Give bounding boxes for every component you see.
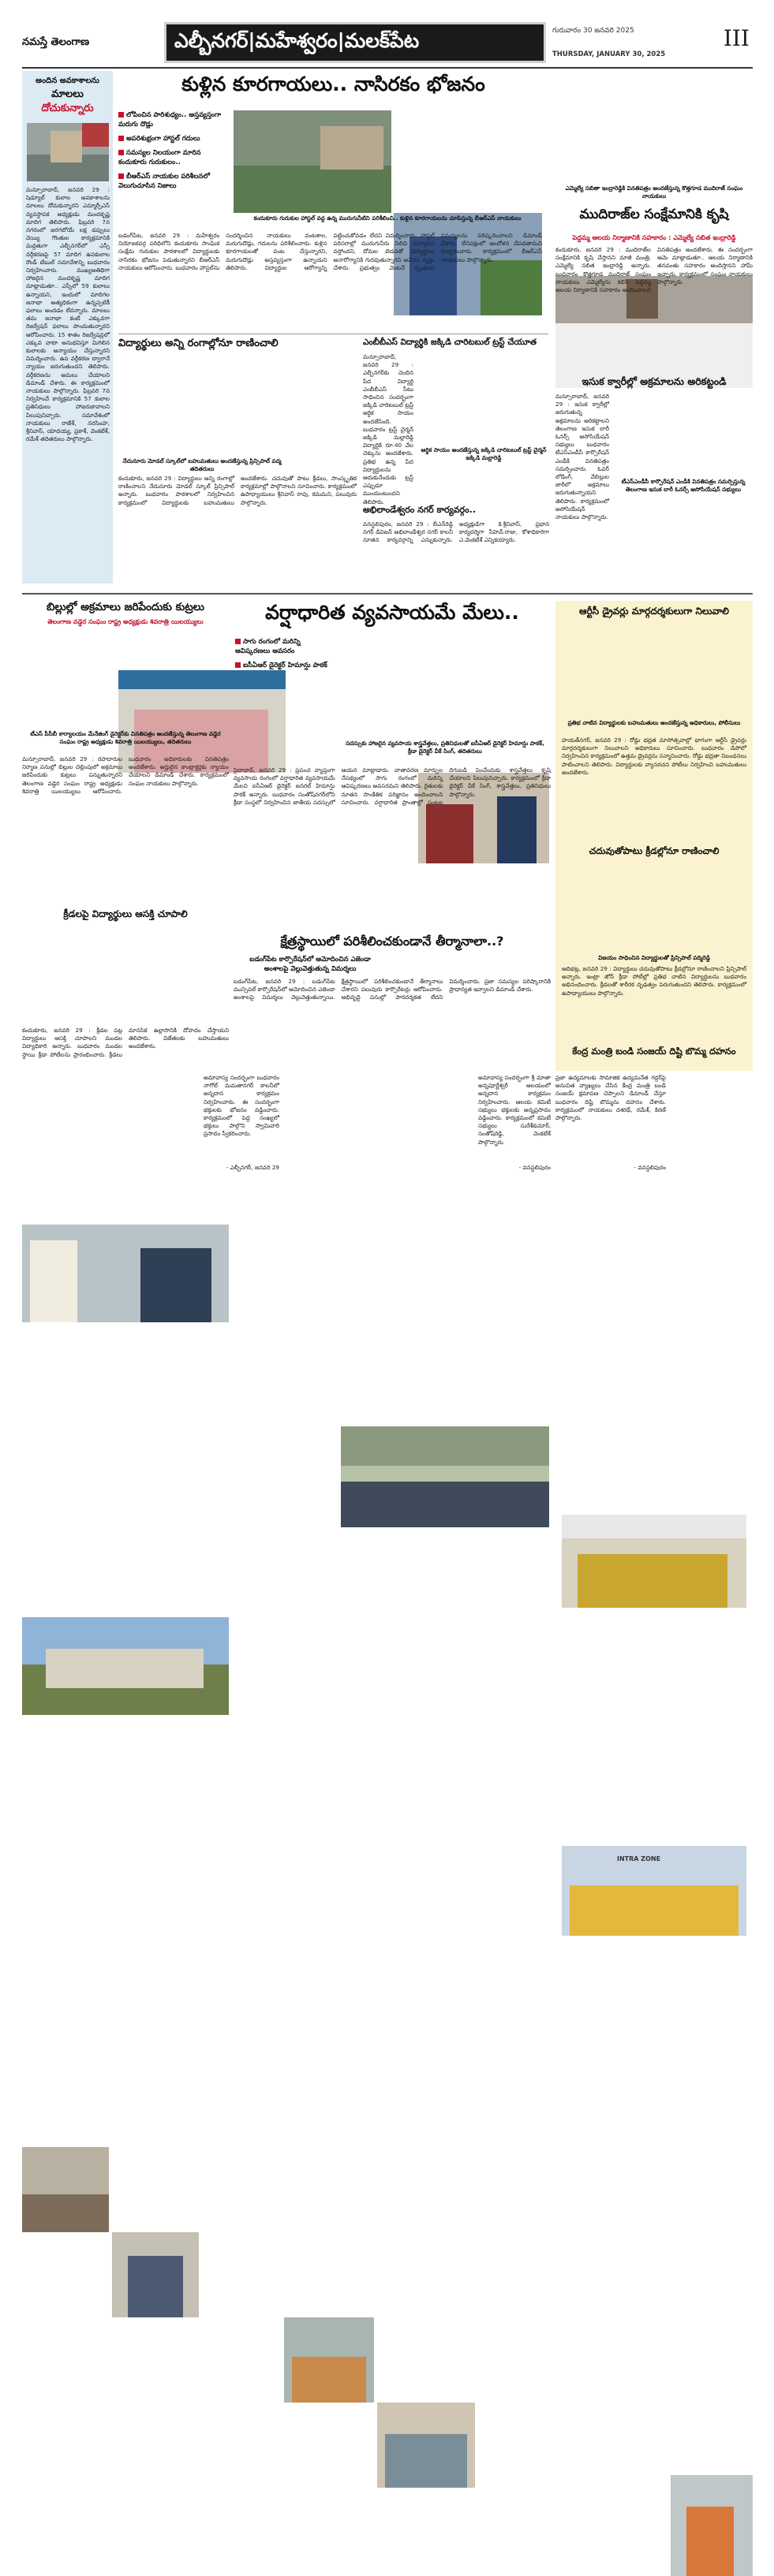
left-body: మన్సూరాబాద్, జనవరి 29 : షెడ్యూల్ కులాల అవకాశాలను మాలలు దోచుకున్నారని ఎమ్మార్పీఎస్ వ్యవస్థాపక అధ్యక్షుడు మందకృష్ణ మాదిగ తెలిపారు. ఫిబ్రవరి 7న నగరంలో జరగబోయే లక్ష డప్పులు వెయ్యి గొంతుల కార్యక్రమానికి మద్దతుగా ఎల్బీనగర్‌లో ఎస్సీ వర్గీకరణపై 57 మాదిగ ఉపకులాల రౌండ్ టేబుల్ సమావేశాన్ని బుధవారం నిర్వహించారు. ముఖ్యఅతిథిగా హాజరైన మందకృష్ణ మాదిగ మాట్లాడుతూ.. ఎస్సీలో 59 కులాలు ఉన్నాయని, ఇందులో మాదిగల జనాభా అత్యధికంగా ఉన్నప్పటికీ ఫలాలు అందడం లేదన్నారు. మాలలు తమ జనాభా కంటే ఎక్కువగా రిజర్వేషన్ ఫలాలు పొందుతున్నారని ఆరోపించారు. 15 శాతం రిజర్వేషన్లలో ఎక్కువ వాటా అనుభవిస్తూ మిగిలిన కులాలకు అన్యాయం చేస్తున్నారని విమర్శించారు. ఉప వర్గీకరణ ద్వారానే న్యాయం జరుగుతుందని తెలిపారు. వర్గీకరణను అమలు చేయాలని డిమాండ్ చేశారు. ఈ కార్యక్రమంలో నాయకులు పాల్గొన్నారు. ఫిబ్రవరి 7న నిర్వహించే కార్యక్రమానికి 57 కులాల ప్రతినిధులు హాజరుకావాలని పిలుపునిచ్చారు. సమావేశంలో నాయకులు రాజేశ్, నరసింహ, శ్రీనివాస్, యాదయ్య, ప్రకాశ్, వెంకటేశ్, రమేశ్ తదితరులు పాల్గొన్నారు. <box>26 186 110 443</box>
top-story-photo-1 <box>234 110 391 213</box>
bullet-icon <box>118 150 124 155</box>
bullet-icon <box>235 662 241 668</box>
bullet-icon <box>118 112 124 117</box>
bottom-left-dateline: - ఎల్బీనగర్, జనవరి 29 <box>226 1164 279 1171</box>
bullet-icon <box>118 173 124 179</box>
tg-model-caption: నేదునూరు మోడల్ స్కూల్‌లో బహుమతులు అందజేస్తున్న ప్రిన్సిపాల్ పద్మ తదితరులు <box>122 457 282 472</box>
agri-bullet-2: ఐసీఏఆర్ డైరెక్టర్ హిమాన్షు పాఠక్ <box>235 661 338 670</box>
mbbs-caption: ఆర్థిక సాయం అందజేస్తున్న జక్కిడి చారిటబుల్ ట్రస్ట్ చైర్మన్ జక్కిడి మల్లారెడ్డి <box>421 446 547 461</box>
left-column-box <box>22 71 113 583</box>
bullet-icon <box>118 136 124 141</box>
brand-name: నమస్తే తెలంగాణ <box>22 36 90 48</box>
bottom-left-body: అమావాస్య సందర్భంగా బుధవారం నాగోల్ మమతానగర్ కాలనీలో అన్నదాన కార్యక్రమం నిర్వహించారు. ఈ సందర్భంగా భక్తులకు భోజనం వడ్డించారు. కార్యక్రమంలో పెద్ద సంఖ్యలో భక్తులు పాల్గొని స్వామివారి ప్రసాదం స్వీకరించారు. <box>204 1074 279 1138</box>
bottom-photo-2 <box>112 2232 199 2317</box>
sports-headline: క్రీడలపై విద్యార్థులు ఆసక్తి చూపాలి <box>63 908 188 919</box>
agri-photo <box>341 1426 549 1527</box>
mudiraj-subhead: పెద్దమ్మ ఆలయ నిర్మాణానికి సహకారం : ఎమ్మెల్యే సబిత ఇంద్రారెడ్డి <box>572 233 736 241</box>
tg-model-headline: విద్యార్థులు అన్ని రంగాల్లోనూ రాణించాలి <box>118 337 279 349</box>
agri-bullets <box>235 637 338 670</box>
bills-subhead: తెలంగాణ వడ్డెర సంఘం రాష్ట్ర అధ్యక్షుడు శివరాత్రి యిలయ్యులు <box>47 618 204 625</box>
agri-headline: వర్షాధారిత వ్యవసాయమే మేలు.. <box>265 601 519 624</box>
bullet-icon <box>235 639 241 644</box>
rtc-photo <box>562 1515 746 1608</box>
bhavan-body: వనస్థలిపురం, జనవరి 29 : బీఎన్‌రెడ్డి నగర్ డివిజన్ అభిలాండేశ్వర నగర్ కాలనీ నూతన కార్యవర్గాన్ని ఎన్నుకున్నారు. అధ్యక్షుడిగా కె.శ్రీనివాస్, ప్రధాన కార్యదర్శిగా సీహెచ్.రాజు, కోశాధికారిగా ఎ.వెంకటేశ్ ఎన్నికయ్యారు. <box>363 520 549 544</box>
bills-photo <box>22 1225 229 1322</box>
masthead-rule <box>22 67 753 69</box>
sports-body: కందుకూరు, జనవరి 29 : క్రీడల పట్ల విద్యార్థులు ఆసక్తి చూపాలని మండల విద్యాధికారి అన్నారు. బుధవారం మండల స్థాయి క్రీడా పోటీలను ప్రారంభించారు. క్రీడలు మానసిక ఉల్లాసానికి దోహదం చేస్తాయని తెలిపారు. విజేతలకు బహుమతులు అందజేశారు. <box>22 1027 229 1058</box>
agri-body: సైదాబాద్, జనవరి 29 : ప్రపంచ వ్యాప్తంగా వ్యవసాయ రంగంలో వర్షాధారిత వ్యవసాయమే మేలని ఐసీఏఆర్ డైరెక్టర్ జనరల్ హిమాన్షు పాఠక్ అన్నారు. బుధవారం సంతోష్‌నగర్‌లోని క్రీడా సంస్థలో నిర్వహించిన జాతీయ సదస్సులో ఆయన మాట్లాడారు. వాతావరణ మార్పుల నేపథ్యంలో సాగు రంగంలో మరిన్ని ఆవిష్కరణలు అవసరమని తెలిపారు. రైతులకు నూతన సాంకేతిక పరిజ్ఞానం అందించాలని సూచించారు. వర్షాధారిత ప్రాంతాల్లో పంటల దిగుబడి పెంచేందుకు శాస్త్రవేత్తలు కృషి చేయాలని పిలుపునిచ్చారు. కార్యక్రమంలో క్రీడా డైరెక్టర్ వీకే సింగ్, శాస్త్రవేత్తలు, ప్రతినిధులు పాల్గొన్నారు. <box>234 766 551 806</box>
top-story-caption: కందుకూరు గురుకుల హాస్టల్ వద్ద ఉన్న మురుగునీటిని పరిశీలించి.. కుళ్లిన కూరగాయలను చూపిస్తున్న బీఆర్ఎస్ నాయకులు <box>253 214 522 222</box>
top-story-bullets <box>118 110 229 205</box>
edition-title: ఎల్బీనగర్|మహేశ్వరం|మలక్‌పేట <box>174 29 420 52</box>
page-number: III <box>723 25 750 51</box>
bottom-right-dateline: - వనస్థలిపురం <box>518 1164 551 1171</box>
left-headline-2: దోచుకున్నారు <box>41 103 94 114</box>
bullet-2: అపరిశుభ్రంగా హాస్టల్ గదులు <box>118 134 229 144</box>
agri-caption: సదస్సుకు హాజరైన వ్యవసాయ శాస్త్రవేత్తలు, ప్రతినిధులతో ఐసీఏఆర్ డైరెక్టర్ హిమాన్షు పాఠక్, క్రీడా డైరెక్టర్ వీకే సింగ్, తదితరులు <box>346 740 544 755</box>
kendra-body: ప్రజా ఉద్యమాలకు సామాజిక ఉద్యమనేత గద్దర్‌పై అనుచిత వ్యాఖ్యలు చేసిన కేంద్ర మంత్రి బండి సంజయ్ క్షమాపణ చెప్పాలని డిమాండ్ చేస్తూ బుధవారం దిష్టి బొమ్మను దహనం చేశారు. కార్యక్రమంలో నాయకులు దశరథ్, రమేశ్, కిరణ్ పాల్గొన్నారు. <box>555 1074 666 1122</box>
kshetra-body: బడంగ్‌పేట, జనవరి 29 : బడంగ్‌పేట మున్సిపల్ కార్పొరేషన్‌లో ఆమోదించిన ఎజెండా అంశాలపై విమర్శలు వెల్లువెత్తుతున్నాయి. క్షేత్రస్థాయిలో పరిశీలించకుండానే తీర్మానాలు చేశారని పలువురు కార్పొరేటర్లు ఆరోపించారు. అభివృద్ధి పనుల్లో పారదర్శకత లేదని విమర్శించారు. ప్రజా సమస్యల పరిష్కారానికి ప్రాధాన్యత ఇవ్వాలని డిమాండ్ చేశారు. <box>234 978 551 1001</box>
rtc-headline: ఆర్టీసీ డ్రైవర్లు మార్గదర్శకులుగా నిలువాలి <box>579 606 729 617</box>
left-photo <box>27 123 109 181</box>
date-english: THURSDAY, JANUARY 30, 2025 <box>552 50 666 58</box>
masthead <box>22 22 753 65</box>
mid-page-rule <box>22 593 753 595</box>
kendra-headline: కేంద్ర మంత్రి బండి సంజయ్ దిష్టి బొమ్మ దహనం <box>572 1046 736 1057</box>
chaduvu-photo-text: INTRA ZONE <box>617 1855 661 1862</box>
left-headline-1: మాలలు <box>51 88 84 100</box>
chaduvu-headline: చదువుతోపాటు క్రీడల్లోనూ రాణించాలి <box>589 845 720 856</box>
sports-photo <box>22 1617 229 1715</box>
bottom-photo-3 <box>284 2317 374 2403</box>
sand-body: మన్సూరాబాద్, జనవరి 29 : ఇసుక క్వారీల్లో జరుగుతున్న అక్రమాలను అరికట్టాలని తెలంగాణ ఇసుక లారీ ఓనర్స్ అసోసియేషన్ సభ్యులు బుధవారం టీఎస్ఎండీసీ కార్పొరేషన్ ఎండీకి వినతిపత్రం సమర్పించారు. ఓవర్ లోడింగ్, వేబిల్లుల జారీలో అక్రమాలు జరుగుతున్నాయని తెలిపారు. కార్యక్రమంలో అసోసియేషన్ నాయకులు పాల్గొన్నారు. <box>555 393 609 521</box>
bottom-photo-4 <box>377 2403 475 2488</box>
bhavan-headline: అభిలాండేశ్వరం నగర్ కార్యవర్గం.. <box>363 505 477 515</box>
rtc-caption: ప్రతిభ చాటిన విద్యార్థులకు బహుమతులు అందజేస్తున్న అధికారులు, పోలీసులు <box>567 719 741 726</box>
date-telugu: గురువారం 30 జనవరి 2025 <box>552 27 634 35</box>
mudiraj-body: కందుకూరు, జనవరి 29 : ముదిరాజ్‌ల సంక్షేమానికి కృషి చేస్తానని మాజీ మంత్రి, ఎమ్మెల్యే సబిత ఇంద్రారెడ్డి అన్నారు. బుధవారం కొత్తగూడ ముదిరాజ్ సంఘం నాయకులు ఎమ్మెల్యేను కలిసి పెద్దమ్మ ఆలయ నిర్మాణానికి సహకారం అందించాలని వినతిపత్రం అందజేశారు. ఈ సందర్భంగా ఆమె మాట్లాడుతూ.. ఆలయ నిర్మాణానికి తనవంతు సహకారం అందిస్తానని హామీ ఇచ్చారు. కార్యక్రమంలో సంఘం నాయకులు పాల్గొన్నారు. <box>555 246 753 294</box>
bills-caption: టీఎస్ పీసీబీ కార్యాలయం మేనేజింగ్ డైరెక్టర్‌కు వినతిపత్రం అందజేస్తున్న తెలంగాణ వడ్డెర సంఘం రాష్ట్ర అధ్యక్షుడు శివరాత్రి యిలయ్యులు, తదితరులు <box>30 730 221 745</box>
bottom-right-body: అమావాస్య సందర్భంగా శ్రీ మాతా అన్నపూర్ణేశ్వరీ ఆలయంలో అన్నదాన కార్యక్రమం నిర్వహించారు. ఆలయ కమిటీ సభ్యులు భక్తులకు అన్నప్రసాదం వడ్డించారు. కార్యక్రమంలో కమిటీ సభ్యులు సురేశ్‌కుమార్, సంతోష్‌రెడ్డి, వెంకటేశ్ పాల్గొన్నారు. <box>478 1074 551 1146</box>
left-kicker: అందిన అవకాశాలను <box>36 76 99 85</box>
mudiraj-headline: ముదిరాజ్‌ల సంక్షేమానికి కృషి <box>579 207 729 222</box>
bills-body: మన్సూరాబాద్, జనవరి 29 : రహదారుల నిర్మాణ పనుల్లో బిల్లుల చెల్లింపులో అక్రమాలు జరిపేందుకు కుట్రలు పన్నుతున్నారని తెలంగాణ వడ్డెర సంఘం రాష్ట్ర అధ్యక్షుడు శివరాత్రి యిలయ్యులు ఆరోపించారు. బుధవారం అధికారులకు వినతిపత్రం అందజేశారు. అర్హులైన కాంట్రాక్టర్లకు న్యాయం చేయాలని డిమాండ్ చేశారు. కార్యక్రమంలో సంఘం నాయకులు పాల్గొన్నారు. <box>22 755 229 795</box>
bullet-1: లోపించిన పారిశుధ్యం.. అస్తవ్యస్తంగా మరుగు దొడ్లు <box>118 111 222 129</box>
mudiraj-caption: ఎమ్మెల్యే సబితా ఇంద్రారెడ్డికి వినతిపత్రం అందజేస్తున్న కొత్తగూడ ముదిరాజ్ సంఘం నాయకులు <box>565 185 743 199</box>
top-story-body: బడంగ్‌పేట, జనవరి 29 : మహేశ్వరం నియోజకవర్గ పరిధిలోని కందుకూరు సాంఘిక సంక్షేమ గురుకుల పాఠశాలలో విద్యార్థులకు నాసిరకం భోజనం పెడుతున్నారని బీఆర్ఎస్ నాయకులు ఆరోపించారు. బుధవారం హాస్టల్‌ను సందర్శించిన నాయకులు వంటశాల, మరుగుదొడ్లు, గదులను పరిశీలించారు. కుళ్లిన కూరగాయలతో వంట చేస్తున్నారని, మరుగుదొడ్లు అస్తవ్యస్తంగా ఉన్నాయని తెలిపారు. విద్యార్థుల ఆరోగ్యాన్ని పట్టించుకోవడం లేదని విమర్శించారు. హాస్టల్ పరిసరాల్లో మురుగునీరు నిలిచి దుర్వాసన వస్తోందని, దోమల బెడదతో విద్యార్థులు అనారోగ్యానికి గురవుతున్నారని ఆవేదన వ్యక్తం చేశారు. ప్రభుత్వం వెంటనే స్పందించి సమస్యలను పరిష్కరించాలని డిమాండ్ చేశారు. లేనిపక్షంలో ఆందోళన చేపడతామని హెచ్చరించారు. కార్యక్రమంలో బీఆర్ఎస్ నాయకులు పాల్గొన్నారు. <box>118 232 542 271</box>
bullet-3: సమస్యల నిలయంగా మారిన కందుకూరు గురుకులం.. <box>118 149 201 166</box>
kendra-photo <box>671 2475 753 2576</box>
mbbs-headline: ఎంబీబీఎస్ విద్యార్థికి జక్కిడి చారిటబుల్ ట్రస్ట్ చేయూత <box>363 337 537 347</box>
edition-banner <box>164 22 546 63</box>
chaduvu-body: ఆదిభట్ల, జనవరి 29 : విద్యార్థులు చదువుతోపాటు క్రీడల్లోనూ రాణించాలని ప్రిన్సిపాల్ అన్నారు. ఇంట్రా జోన్ క్రీడా పోటీల్లో ప్రతిభ చాటిన విద్యార్థులను బుధవారం అభినందించారు. క్రీడలతో శారీరక దృఢత్వం పెరుగుతుందని తెలిపారు. కార్యక్రమంలో ఉపాధ్యాయులు పాల్గొన్నారు. <box>562 965 746 997</box>
bills-headline: బిల్లుల్లో అక్రమాలు జరిపేందుకు కుట్రలు <box>47 601 204 613</box>
sand-headline: ఇసుక క్వారీల్లో అక్రమాలను అరికట్టండి <box>581 375 727 387</box>
sand-caption: టీఎస్ఎండీసీ కార్పొరేషన్ ఎండీకి వినతిపత్రం సమర్పిస్తున్న తెలంగాణ ఇసుక లారీ ఓనర్స్ అసోసియేషన్ సభ్యులు <box>621 478 746 493</box>
bottom-photo-1 <box>22 2147 109 2232</box>
chaduvu-photo <box>562 1846 746 1936</box>
chaduvu-caption: విజయం సాధించిన విద్యార్థులతో ప్రిన్సిపాల్ పద్మిరెడ్డి <box>598 954 710 961</box>
agri-bullet-1: సాగు రంగంలో మరిన్ని ఆవిష్కరణలు అవసరం <box>235 638 301 655</box>
tg-model-body: కందుకూరు, జనవరి 29 : విద్యార్థులు అన్ని రంగాల్లో రాణించాలని నేదునూరు మోడల్ స్కూల్ ప్రిన్సిపాల్ అన్నారు. బుధవారం పాఠశాలలో నిర్వహించిన కార్యక్రమంలో విద్యార్థులకు బహుమతులు అందజేశారు. చదువుతో పాటు క్రీడలు, సాంస్కృతిక కార్యక్రమాల్లో పాల్గొనాలని సూచించారు. కార్యక్రమంలో ఉపాధ్యాయులు శ్రీనివాస్ రావు, కమమని, పలువురు పాల్గొన్నారు. <box>118 475 357 506</box>
mbbs-body: మన్సూరాబాద్, జనవరి 29 : ఎల్బీనగర్‌కు చెందిన పేద విద్యార్థి ఎంబీబీఎస్ సీటు సాధించిన సందర్భంగా జక్కిడి చారిటబుల్ ట్రస్ట్ ఆర్థిక సాయం అందజేసింది. బుధవారం ట్రస్ట్ చైర్మన్ జక్కిడి మల్లారెడ్డి విద్యార్థికి రూ.40 వేల చెక్కును అందజేశారు. ప్రతిభ ఉన్న పేద విద్యార్థులను ఆదుకునేందుకు ట్రస్ట్ ఎప్పుడూ ముందుంటుందని తెలిపారు. <box>363 353 413 505</box>
kshetra-headline: క్షేత్రస్థాయిలో పరిశీలించకుండానే తీర్మానాలా..? <box>280 934 504 949</box>
kendra-dateline: - వనస్థలిపురం <box>634 1164 666 1171</box>
bullet-4: బీఆర్ఎస్ నాయకుల పరిశీలనలో వెలుగుచూసిన నిజాలు <box>118 173 210 190</box>
kshetra-subhead: బడంగ్‌పేట కార్పొరేషన్‌లో ఆమోదించిన ఎజెండా అంశాలపై వెల్లువెత్తుతున్న విమర్శలు <box>249 956 371 973</box>
rtc-body: హయత్‌నగర్, జనవరి 29 : రోడ్డు భద్రత మాసోత్సవాల్లో భాగంగా ఆర్టీసీ డ్రైవర్లు మార్గదర్శకులుగా నిలువాలని అధికారులు సూచించారు. బుధవారం డిపోలో నిర్వహించిన కార్యక్రమంలో ఉత్తమ డ్రైవర్లను సన్మానించారు. రోడ్డు భద్రతా నిబంధనలు పాటించాలని తెలిపారు. విద్యార్థులకు వ్యాసరచన పోటీలు నిర్వహించి బహుమతులు అందజేశారు. <box>562 736 746 776</box>
top-story-headline: కుళ్లిన కూరగాయలు.. నాసిరకం భోజనం <box>181 73 485 95</box>
